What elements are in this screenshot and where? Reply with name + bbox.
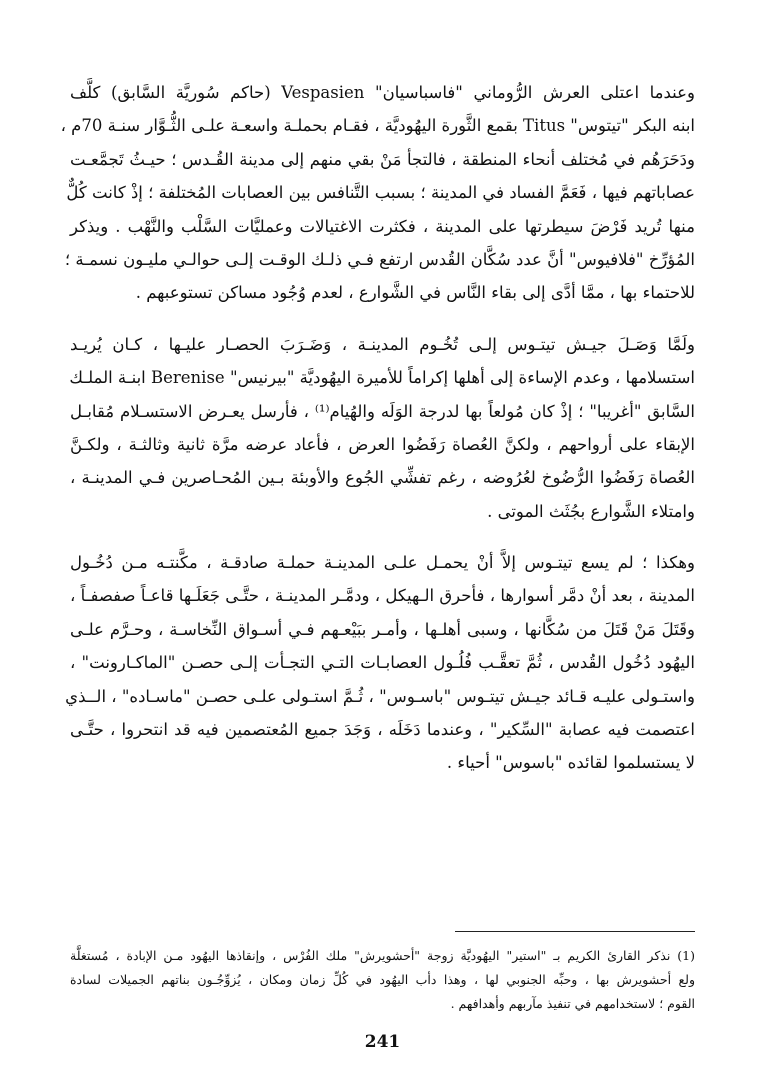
- text-line: منها تُريد فَرْضَ سيطرتها على المدينة ، فكثرت الاغتيالات وعمليَّات السَّلْب والنَّهْب . ويذكر: [70, 216, 695, 236]
- text-line: اليهُود دُخُول القُدس ، ثُمَّ تعقَّـب فُلُـول العصابـات التـي التجـأت إلـى حصـن "الماكـارونت" ،: [70, 653, 695, 673]
- text-line: ولَمَّا وَصَـلَ جيـش تيتـوس إلـى تُخُـوم المدينـة ، وَضَـرَبَ الحصـار عليـها ، كـان يُريـد: [70, 334, 695, 354]
- text-line: المُؤرِّخ "فلافيوس" أنَّ عدد سُكَّان القُدس ارتفع فـي ذلـك الوقـت إلـى حوالـي مليـون نسمـة ؛: [64, 249, 695, 269]
- footnote-line: (1) نذكر القارئ الكريم بـ "استير" اليهُوديَّة زوجة "أحشويرش" ملك الفُرْس ، وإنقاذها اليهُود مـن الإبادة ، مُستغلَّة: [70, 948, 695, 963]
- text-line: ابنه البكر "تيتوس" Titus بقمع الثَّورة اليهُوديَّة ، فقـام بحملـة واسعـة علـى الثُّـوَّار سنـة 70م ،: [60, 116, 695, 136]
- text-line: استسلامها ، وعدم الإساءة إلى أهلها إكراماً للأميرة اليهُوديَّة "بيرنيس" Berenise ابنـة الملـك: [69, 368, 695, 388]
- footnotes: [70, 944, 695, 1016]
- text-line: وامتلاء الشَّوارع بجُثَث الموتى .: [487, 501, 695, 521]
- paragraph-2: [70, 328, 695, 528]
- text-line: ودَحَرَهُم في مُختلف أنحاء المنطقة ، فالتجأ مَنْ بقي منهم إلى مدينة القُـدس ؛ حيـثُ تَجمَّعـت: [70, 149, 695, 169]
- text-line: السَّابق "أغريبا" ؛ إذْ كان مُولعاً بها لدرجة الوَلَه والهُيام⁽¹⁾ ، فأرسل يعـرض الاستسـلام مُقابـل: [70, 401, 695, 421]
- text-line: العُصاة رَفَضُوا الرُّضُوخ لعُرُوضه ، رغم تفشِّي الجُوع والأوبئة بـين المُحـاصرين فـي المدينـة ،: [70, 468, 695, 488]
- footnote-line: القوم ؛ لاستخدامهم في تنفيذ مآربهم وأهدافهم .: [450, 996, 695, 1011]
- text-line: وعندما اعتلى العرش الرُّوماني "فاسباسيان" Vespasien (حاكم سُوريَّة السَّابق) كلَّف: [70, 83, 695, 102]
- main-text: [60, 76, 695, 798]
- paragraph-3: [65, 546, 695, 780]
- text-line: الإبقاء على أرواحهم ، ولكنَّ العُصاة رَفَضُوا العرض ، فأعاد عرضه مرَّة ثانية وثالثـة ، ولكـنَّ: [70, 434, 695, 454]
- text-line: وقَتَلَ مَنْ قَتَلَ من سُكَّانها ، وسبى أهلـها ، وأمـر ببَيْعـهم فـي أسـواق النِّخاسـة ، وحـرَّم علـى: [70, 619, 695, 639]
- text-line: للاحتماء بها ، ممَّا أدَّى إلى بقاء النَّاس في الشَّوارع ، لعدم وُجُود مساكن تستوعبهم .: [135, 283, 695, 303]
- text-line: وهكذا ؛ لم يسع تيتـوس إلاَّ أنْ يحمـل علـى المدينـة حملـة صادقـة ، مكَّنتـه مـن دُخُـول: [70, 553, 695, 573]
- footnote-divider: [455, 931, 695, 932]
- footnote-line: ولع أحشويرش بها ، وحبِّه الجنوبي لها ، وهذا دأب اليهُود في كُلِّ زمان ومكان ، يُزوِّجُـون بناتهم الجميلات لسادة: [70, 972, 695, 987]
- text-line: عصاباتهم فيها ، فَعَمَّ الفساد في المدينة ؛ بسبب التَّنافس بين العصابات المُختلفة ؛ إذْ كانت كُلٌّ: [66, 183, 695, 203]
- text-line: لا يستسلموا لقائده "باسوس" أحياء .: [446, 753, 695, 773]
- page-number: 241: [364, 1032, 401, 1052]
- text-line: اعتصمت فيه عصابة "السِّكير" ، وعندما دَخَلَه ، وَجَدَ جميع المُعتصمين فيه قد انتحروا ، حتَّـى: [70, 720, 695, 740]
- text-line: واستـولى عليـه قـائد جيـش تيتـوس "باسـوس" ، ثُـمَّ استـولى علـى حصـن "ماسـاده" ، الــذي: [65, 686, 695, 706]
- text-line: المدينة ، بعد أنْ دمَّر أسوارها ، فأحرق الـهيكل ، ودمَّـر المدينـة ، حتَّـى جَعَلَـها قاعـاً صفصفـاً ،: [70, 586, 695, 606]
- paragraph-1: [60, 76, 695, 310]
